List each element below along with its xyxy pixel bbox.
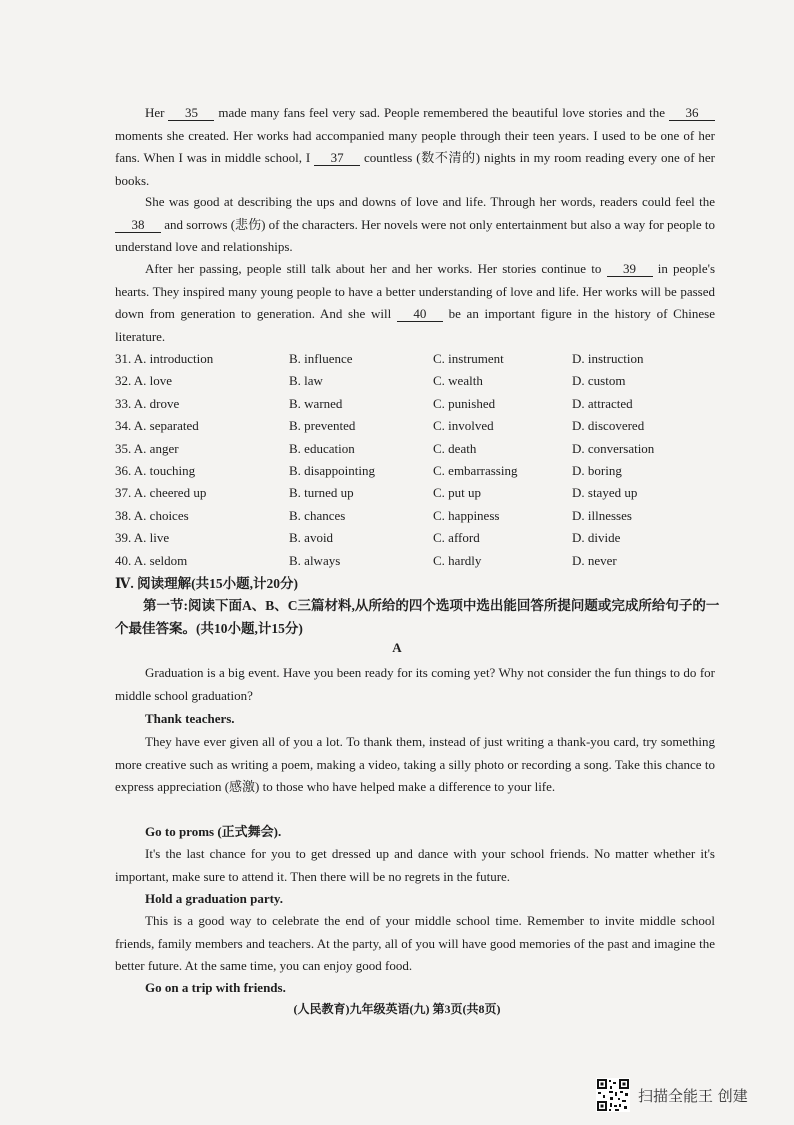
option-d: D. instruction bbox=[572, 351, 644, 366]
passage-text: moments she created. Her works had accompanied many people through their teen years. I used to be one of her fans. When I was in middle school, I bbox=[115, 127, 715, 165]
reading-paragraph-2: It's the last chance for you to get dressed up and dance with your school friends. No matter whether it's important, make sure to attend it. Then there will be no regrets in the future. bbox=[115, 846, 715, 884]
option-c: C. wealth bbox=[433, 373, 483, 389]
option-row-36 bbox=[115, 460, 735, 482]
option-a: 32. A. love bbox=[115, 373, 173, 389]
passage-text: and sorrows (悲伤) of the characters. Her novels were not only entertainment but also a way for people to understand love and relationships. bbox=[115, 216, 716, 254]
option-b: B. law bbox=[289, 373, 323, 389]
reading-heading-3: Hold a graduation party. bbox=[145, 891, 283, 906]
scanner-watermark bbox=[596, 1078, 748, 1112]
option-d: D. attracted bbox=[572, 395, 633, 411]
option-b: B. education bbox=[289, 440, 355, 456]
option-d: D. stayed up bbox=[572, 485, 638, 501]
qr-code-icon bbox=[596, 1078, 630, 1112]
blank-35: 35 bbox=[168, 105, 214, 121]
option-a: 33. A. drove bbox=[115, 395, 180, 411]
passage-paragraph-3 bbox=[115, 258, 715, 348]
option-a: 40. A. seldom bbox=[115, 552, 188, 568]
option-c: C. afford bbox=[433, 530, 480, 546]
option-c: C. happiness bbox=[433, 507, 500, 523]
option-b: B. chances bbox=[289, 507, 346, 523]
option-d: D. custom bbox=[572, 373, 626, 389]
option-b: B. influence bbox=[289, 351, 353, 366]
blank-39: 39 bbox=[607, 261, 653, 277]
blank-40: 40 bbox=[397, 306, 443, 322]
option-a: 35. A. anger bbox=[115, 440, 179, 456]
passage-paragraph-1 bbox=[115, 102, 715, 192]
options-table bbox=[115, 348, 735, 572]
option-row-35 bbox=[115, 438, 735, 460]
reading-paragraph-1: They have ever given all of you a lot. To thank them, instead of just writing a thank-you card, try something more creative such as writing a poem, making a video, taking a silly photo or recording a song. Take this chance to express appreciation (感激) to those who have helped make a difference to your life. bbox=[115, 734, 715, 794]
option-row-37 bbox=[115, 482, 735, 504]
option-b: B. warned bbox=[289, 395, 343, 411]
option-d: D. discovered bbox=[572, 418, 645, 434]
watermark-text: 扫描全能王 创建 bbox=[638, 1086, 748, 1105]
option-c: C. involved bbox=[433, 418, 494, 434]
reading-heading-1: Thank teachers. bbox=[145, 711, 235, 726]
section-title: Ⅳ. 阅读理解(共15小题,计20分) bbox=[115, 576, 298, 591]
option-a: 37. A. cheered up bbox=[115, 485, 207, 501]
option-row-34 bbox=[115, 415, 735, 437]
section-instructions: 第一节:阅读下面A、B、C三篇材料,从所给的四个选项中选出能回答所提问题或完成所给句子的一个最佳答案。(共10小题,计15分) bbox=[115, 598, 720, 636]
option-row-32 bbox=[115, 370, 735, 392]
reading-intro: Graduation is a big event. Have you been ready for its coming yet? Why not consider the fun things to do for middle school graduation? bbox=[115, 665, 715, 703]
blank-36: 36 bbox=[669, 105, 715, 121]
option-d: D. boring bbox=[572, 462, 622, 478]
blank-37: 37 bbox=[314, 150, 360, 166]
blank-38: 38 bbox=[115, 217, 161, 233]
option-row-39 bbox=[115, 527, 735, 549]
passage-text: made many fans feel very sad. People remembered the beautiful love stories and the bbox=[218, 105, 666, 120]
option-b: B. prevented bbox=[289, 418, 356, 434]
option-c: C. put up bbox=[433, 485, 482, 501]
option-a: 39. A. live bbox=[115, 530, 170, 546]
option-a: 34. A. separated bbox=[115, 418, 199, 434]
passage-text: in people's hearts. They inspired many young people to have a better understanding of love and life. Her works will be passed down from generation to generation. And she will bbox=[115, 261, 716, 321]
option-c: C. hardly bbox=[433, 552, 482, 568]
option-a: 36. A. touching bbox=[115, 462, 196, 478]
option-b: B. turned up bbox=[289, 485, 354, 501]
passage-paragraph-2 bbox=[115, 191, 715, 259]
reading-heading-2: Go to proms (正式舞会). bbox=[145, 824, 282, 839]
option-d: D. conversation bbox=[572, 440, 655, 456]
option-d: D. illnesses bbox=[572, 507, 632, 523]
option-a: 38. A. choices bbox=[115, 507, 189, 523]
passage-text: After her passing, people still talk about her and her works. Her stories continue to bbox=[145, 261, 602, 276]
option-row-33 bbox=[115, 393, 735, 415]
option-b: B. always bbox=[289, 552, 341, 568]
passage-text: countless (数不清的) nights in my room reading every one of her books. bbox=[115, 150, 716, 188]
passage-text: Her bbox=[145, 105, 165, 120]
option-row-31 bbox=[115, 348, 735, 370]
option-c: C. instrument bbox=[433, 351, 504, 366]
passage-letter: A bbox=[392, 640, 402, 655]
option-b: B. disappointing bbox=[289, 462, 375, 478]
option-row-38 bbox=[115, 505, 735, 527]
passage-text: She was good at describing the ups and downs of love and life. Through her words, readers could feel the bbox=[145, 194, 715, 209]
reading-paragraph-3: This is a good way to celebrate the end of your middle school time. Remember to invite middle school friends, family members and teachers. At the party, all of you will have good memories of the past and imagine the better future. At the same time, you can enjoy good food. bbox=[115, 913, 715, 973]
option-row-40 bbox=[115, 550, 735, 572]
option-c: C. embarrassing bbox=[433, 462, 518, 478]
reading-heading-4: Go on a trip with friends. bbox=[145, 980, 286, 995]
option-c: C. death bbox=[433, 440, 477, 456]
option-c: C. punished bbox=[433, 395, 496, 411]
option-d: D. divide bbox=[572, 530, 621, 546]
page-footer: (人民教育)九年级英语(九) 第3页(共8页) bbox=[293, 1002, 501, 1016]
option-b: B. avoid bbox=[289, 530, 334, 546]
option-a: 31. A. introduction bbox=[115, 351, 214, 366]
passage-text: be an important figure in the history of Chinese literature. bbox=[115, 306, 715, 344]
option-d: D. never bbox=[572, 552, 617, 568]
